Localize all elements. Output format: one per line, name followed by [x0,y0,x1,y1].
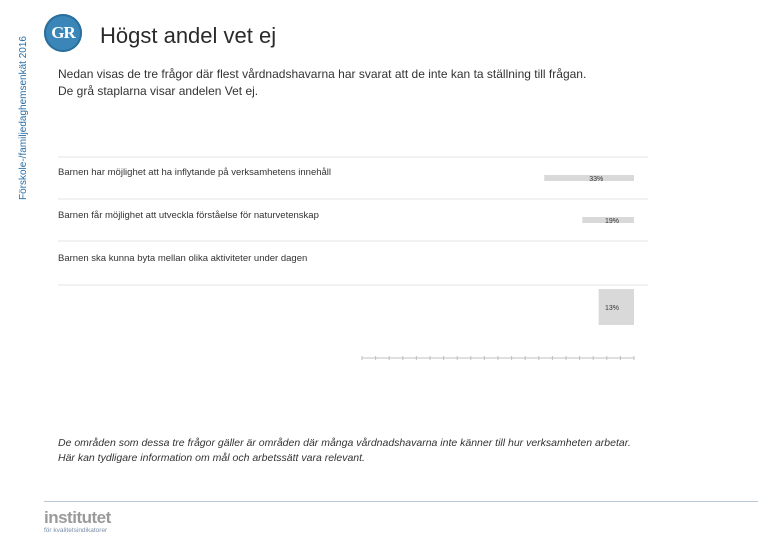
footnote-line-2: Här kan tydligare information om mål och arbetssätt vara relevant. [58,452,365,464]
bar-label-3: 13% [604,305,620,312]
intro-line-2: De grå staplarna visar andelen Vet ej. [58,84,259,98]
footer-divider [44,501,758,502]
question-label-2: Barnen får möjlighet att utveckla förståelse för naturvetenskap [58,210,319,221]
institutet-logo [44,509,111,535]
bar-label-2: 19% [604,218,620,225]
page-title: Högst andel vet ej [100,23,277,48]
intro-line-1: Nedan visas de tre frågor där flest vårdnadshavarna har svarat att de inte kan ta ställning till frågan. [58,67,587,81]
question-label-1: Barnen har möjlighet att ha inflytande på verksamhetens innehåll [58,167,332,178]
institutet-brand: institutet [44,508,111,527]
institutet-tagline: för kvalitetsindikatorer [44,527,108,534]
survey-side-label-text: Förskole-/familjedaghemsenkät 2016 [18,36,29,200]
footnote-line-1: De områden som dessa tre frågor gäller är områden där många vårdnadshavarna inte känner till hur verksamheten arbetar. [58,437,631,449]
bar-label-1: 33% [589,176,604,183]
question-label-3: Barnen ska kunna byta mellan olika aktiviteter under dagen [58,253,308,264]
footnote [58,436,631,466]
gr-logo-text: GR [51,23,75,42]
